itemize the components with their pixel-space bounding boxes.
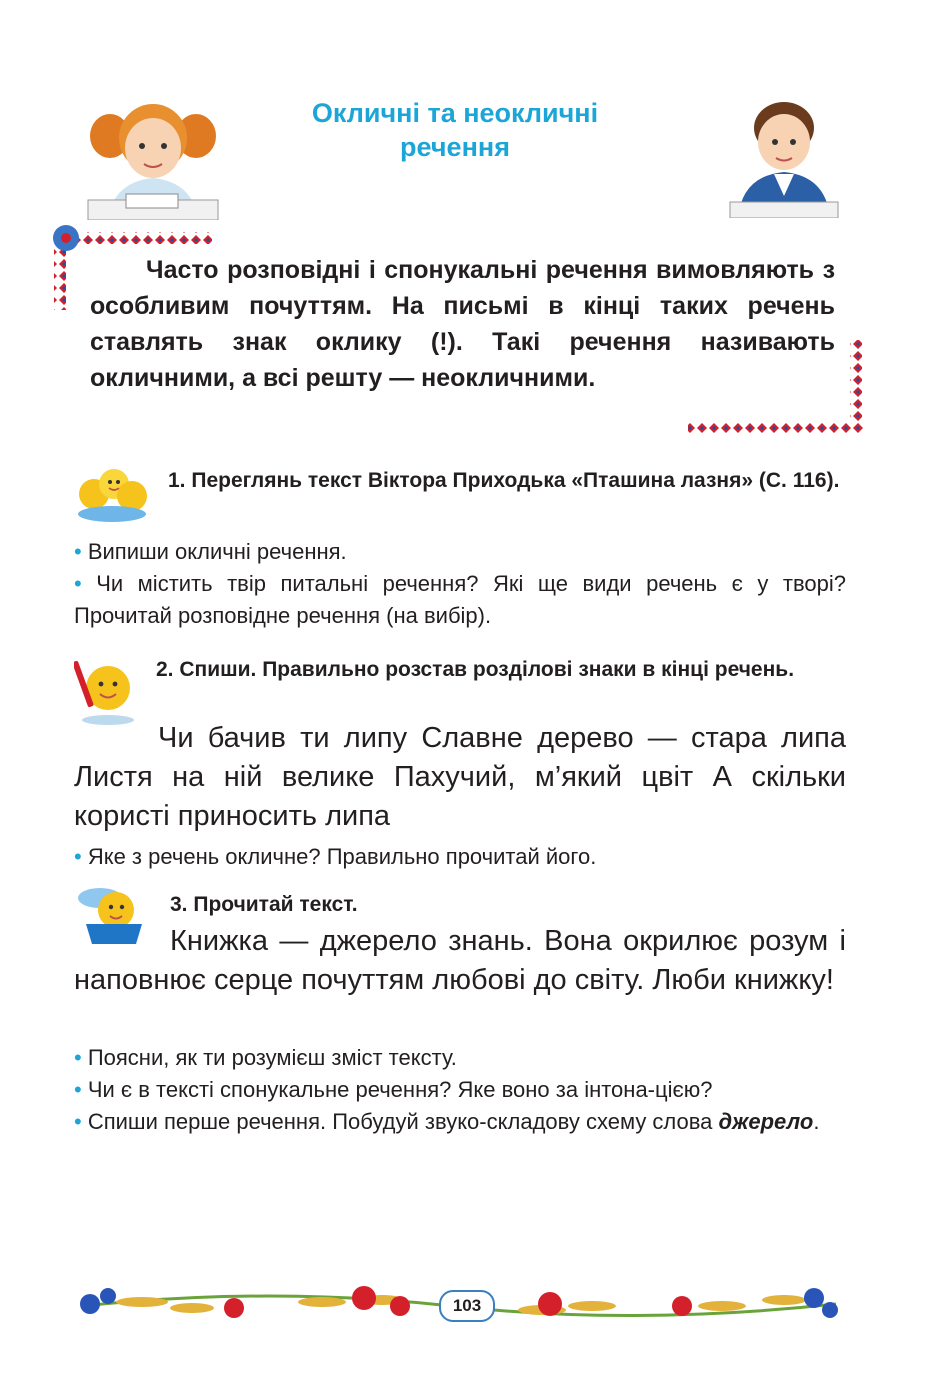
- page-title: [250, 96, 660, 164]
- page-title-line2: речення: [400, 132, 510, 162]
- list-item: • Випиши окличні речення.: [74, 539, 347, 564]
- task1-heading: 1. Переглянь текст Віктора Приходька «Пташина лазня» (С. 116).: [168, 469, 840, 492]
- list-item: • Чи містить твір питальні речення? Які ще види речень є у творі? Прочитай розповідне речення (на вибір).: [74, 571, 846, 628]
- bullet-icon: •: [74, 1045, 82, 1070]
- task3-text: Книжка — джерело знань. Вона окрилює розум і наповнює серце почуттям любові до світу. Люби книжку!: [74, 925, 846, 996]
- task2-text-block: [74, 719, 846, 836]
- rule-box: [90, 252, 835, 396]
- task3-bullets: [74, 1042, 846, 1138]
- list-item: • Поясни, як ти розумієш зміст тексту.: [74, 1045, 457, 1070]
- list-item: • Спиши перше речення. Побудуй звуко-складову схему слова джерело.: [74, 1109, 820, 1134]
- bullet-icon: •: [74, 571, 82, 596]
- rule-text: Часто розповідні і спонукальні речення вимовляють з особливим почуттям. На письмі в кінці таких речень ставлять знак оклику (!). Такі речення називають окличними, а всі решту — неокличними.: [90, 256, 835, 392]
- highlighted-word: джерело: [718, 1109, 814, 1134]
- page-title-line1: Окличні та неокличні: [311, 98, 599, 128]
- smiley-pencil-icon: [74, 654, 138, 726]
- bullet-icon: •: [74, 539, 82, 564]
- task1-bullets: [74, 536, 846, 632]
- task2-heading: 2. Спиши. Правильно розстав розділові знаки в кінці речень.: [156, 658, 795, 681]
- bullet-icon: •: [74, 1077, 82, 1102]
- bullet-icon: •: [74, 1109, 82, 1134]
- task2-text: Чи бачив ти липу Славне дерево — стара липа Листя на ній велике Пахучий, м’який цвіт А скільки користі приносить липа: [74, 722, 846, 832]
- boy-illustration: [728, 98, 840, 218]
- girl-illustration: [78, 96, 228, 220]
- task3-heading: 3. Прочитай текст.: [170, 893, 358, 916]
- smiley-group-icon: [72, 464, 154, 524]
- list-item: • Яке з речень окличне? Правильно прочитай його.: [74, 844, 597, 869]
- list-item: • Чи є в тексті спонукальне речення? Яке воно за інтона-цією?: [74, 1077, 713, 1102]
- bullet-icon: •: [74, 844, 82, 869]
- page-number: 103: [439, 1290, 495, 1322]
- task2-bullets: [74, 841, 846, 873]
- task3-text-block: [74, 922, 846, 1000]
